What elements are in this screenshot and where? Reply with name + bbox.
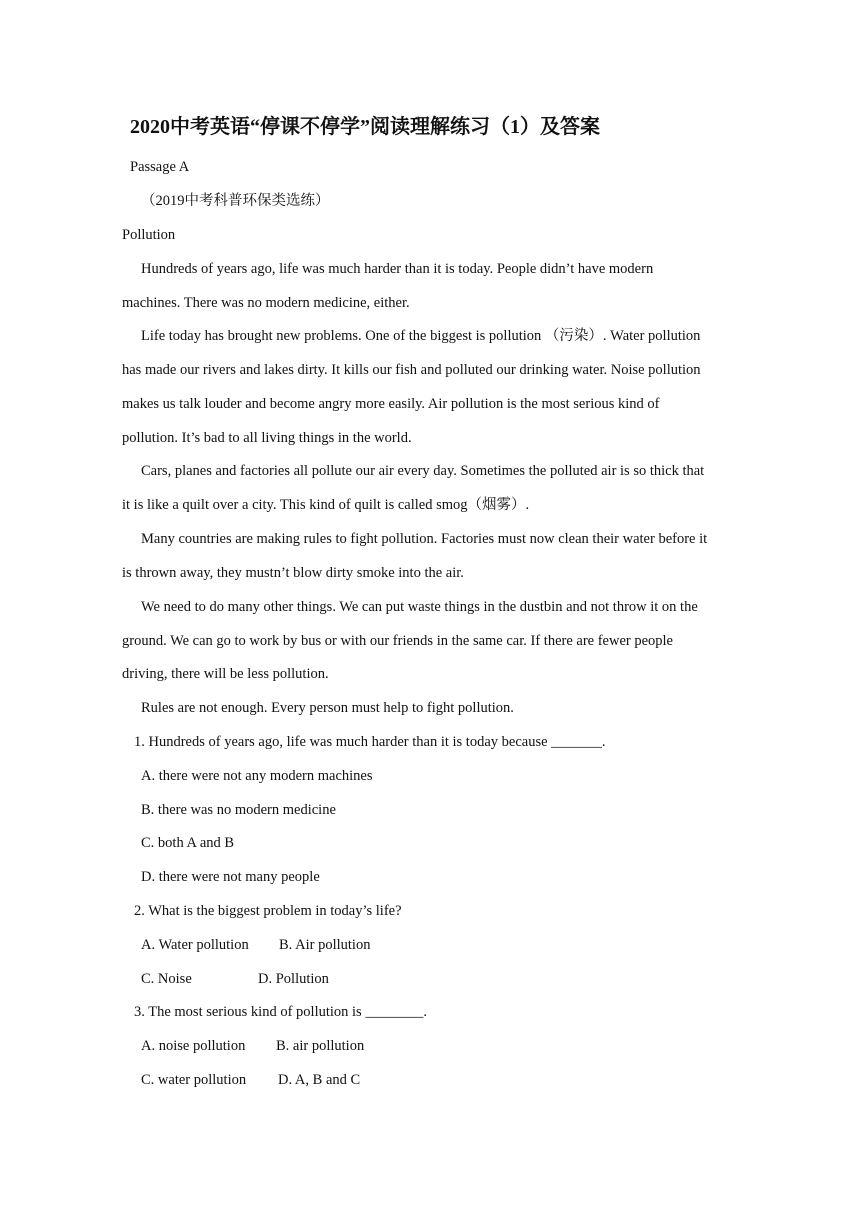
question-2-option-d: D. Pollution bbox=[258, 971, 329, 987]
paragraph-1-line-2: machines. There was no modern medicine, either. bbox=[122, 295, 410, 311]
paragraph-5-line-1: We need to do many other things. We can put waste things in the dustbin and not throw it on the bbox=[141, 599, 698, 615]
paragraph-5-line-2: ground. We can go to work by bus or with our friends in the same car. If there are fewer people bbox=[122, 633, 673, 649]
question-3-option-c: C. water pollution bbox=[141, 1072, 247, 1088]
question-1-option-c: C. both A and B bbox=[141, 835, 235, 851]
paragraph-6-line-1: Rules are not enough. Every person must help to fight pollution. bbox=[141, 700, 514, 716]
question-1-option-d: D. there were not many people bbox=[141, 869, 320, 885]
article-title: Pollution bbox=[122, 227, 176, 243]
paragraph-1-line-1: Hundreds of years ago, life was much harder than it is today. People didn’t have modern bbox=[141, 261, 654, 277]
question-1-option-a: A. there were not any modern machines bbox=[141, 768, 373, 784]
paragraph-2-line-3: makes us talk louder and become angry more easily. Air pollution is the most serious kind of bbox=[122, 396, 660, 412]
paragraph-5-line-3: driving, there will be less pollution. bbox=[122, 666, 329, 682]
paragraph-2-line-4: pollution. It’s bad to all living things in the world. bbox=[122, 430, 412, 446]
question-2-option-c: C. Noise bbox=[141, 971, 192, 987]
paragraph-3-line-2: it is like a quilt over a city. This kind of quilt is called smog（烟雾）. bbox=[122, 497, 530, 513]
source-note: （2019中考科普环保类选练） bbox=[141, 193, 330, 209]
document-title: 2020中考英语“停课不停学”阅读理解练习（1）及答案 bbox=[130, 116, 600, 138]
paragraph-4-line-2: is thrown away, they mustn’t blow dirty smoke into the air. bbox=[122, 565, 464, 581]
paragraph-2-line-1: Life today has brought new problems. One of the biggest is pollution （污染）. Water pollution bbox=[141, 328, 701, 344]
question-2-stem: 2. What is the biggest problem in today’s life? bbox=[134, 903, 402, 919]
question-1-option-b: B. there was no modern medicine bbox=[141, 802, 336, 818]
paragraph-2-line-2: has made our rivers and lakes dirty. It kills our fish and polluted our drinking water. Noise pollution bbox=[122, 362, 701, 378]
question-3-stem: 3. The most serious kind of pollution is ________. bbox=[134, 1004, 427, 1020]
question-2-options-row-1 bbox=[141, 935, 761, 955]
paragraph-3-line-1: Cars, planes and factories all pollute our air every day. Sometimes the polluted air is so thick that bbox=[141, 463, 705, 479]
question-3-options-row-1 bbox=[141, 1036, 761, 1056]
paragraph-4-line-1: Many countries are making rules to fight pollution. Factories must now clean their water before it bbox=[141, 531, 708, 547]
question-3-option-d: D. A, B and C bbox=[278, 1072, 361, 1088]
question-3-option-b: B. air pollution bbox=[276, 1038, 365, 1054]
question-2-option-b: B. Air pollution bbox=[279, 937, 371, 953]
question-2-options-row-2 bbox=[141, 969, 761, 989]
passage-label: Passage A bbox=[130, 159, 190, 175]
question-1-stem: 1. Hundreds of years ago, life was much harder than it is today because _______. bbox=[134, 734, 606, 750]
question-2-option-a: A. Water pollution bbox=[141, 937, 249, 953]
question-3-option-a: A. noise pollution bbox=[141, 1038, 246, 1054]
question-3-options-row-2 bbox=[141, 1070, 761, 1090]
